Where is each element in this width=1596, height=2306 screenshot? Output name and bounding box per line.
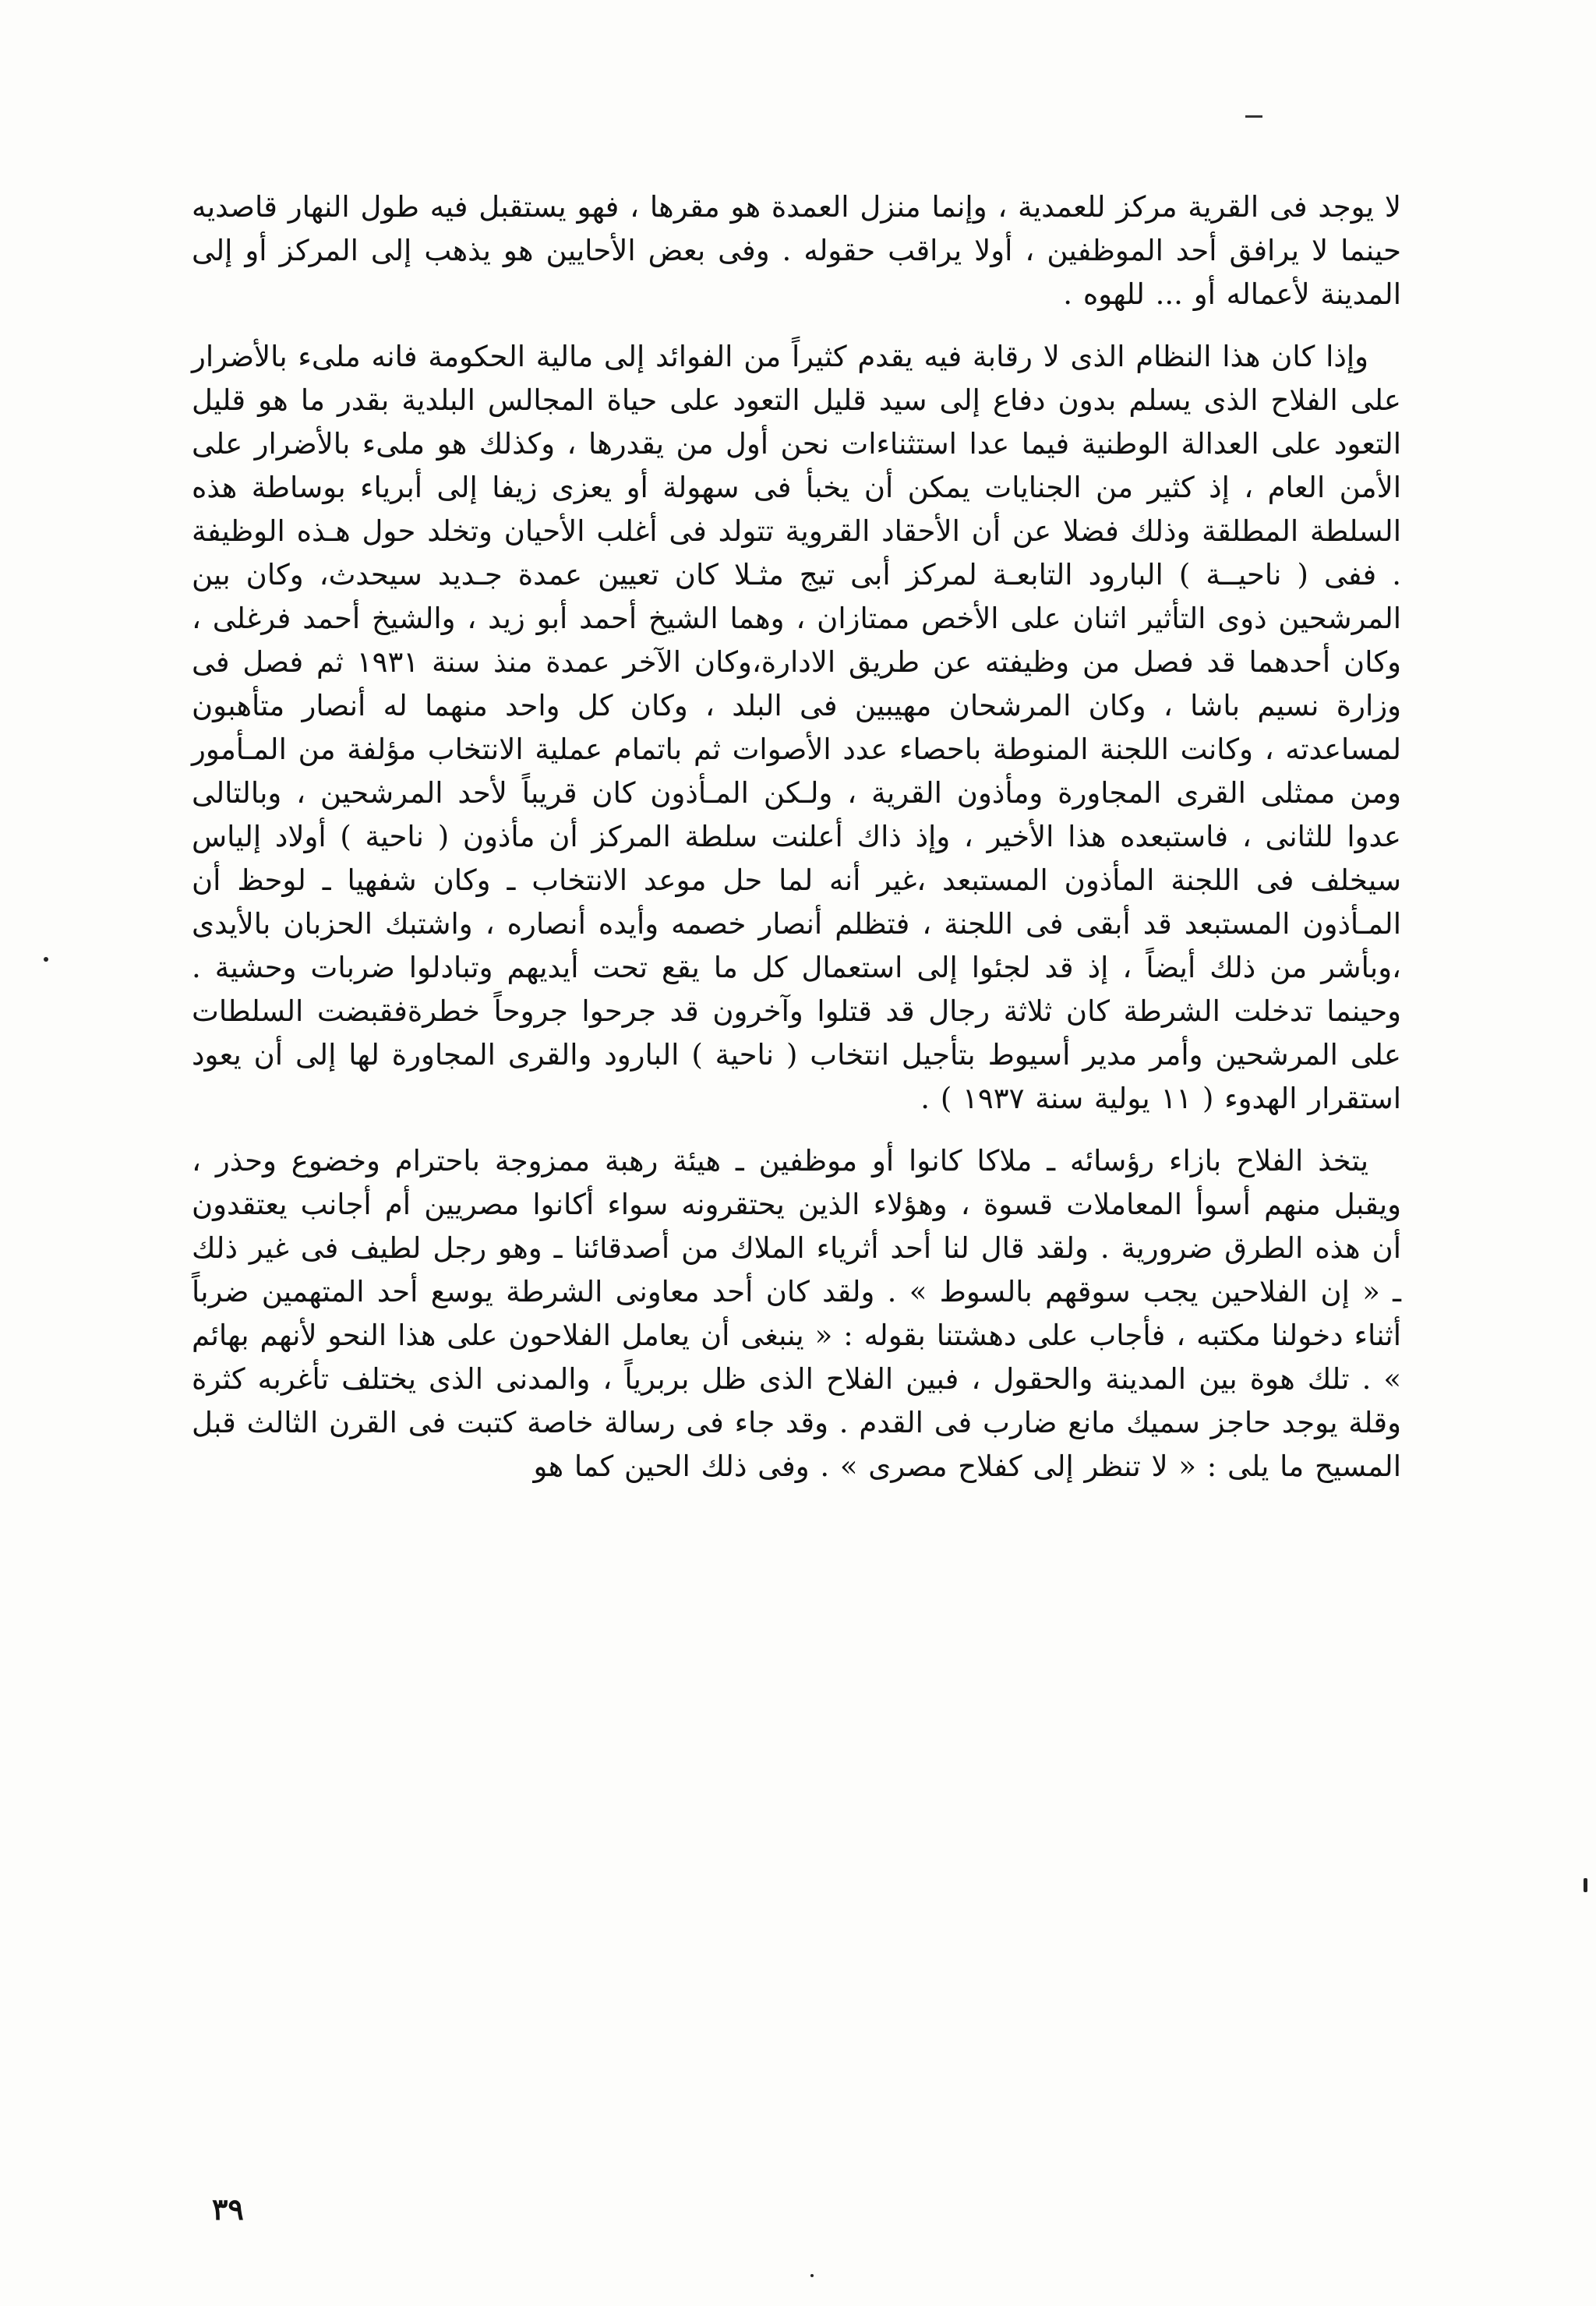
- body-text: [192, 185, 1401, 1488]
- scan-speck: [810, 2274, 814, 2277]
- scan-speck: [1584, 1878, 1587, 1892]
- paragraph-1: لا يوجد فى القرية مركز للعمدية ، وإنما منزل العمدة هو مقرها ، فهو يستقبل فيه طول النهار قاصديه حينما لا يرافق أحد الموظفين ، أولا يراقب حقوله . وفى بعض الأحايين هو يذهب إلى المركز أو إلى المدينة لأعماله أو ... للهوه .: [192, 190, 1401, 311]
- page-number: ٣٩: [212, 2191, 244, 2227]
- scan-speck: [44, 957, 48, 962]
- top-dash-mark: [1245, 115, 1262, 118]
- paragraph-3: يتخذ الفلاح بازاء رؤسائه ـ ملاكا كانوا أو موظفين ـ هيئة رهبة ممزوجة باحترام وخضوع وحذر ، ويقبل منهم أسوأ المعاملات قسوة ، وهؤلاء الذين يحتقرونه سواء أكانوا مصريين أم أجانب يعتقدون أن هذه الطرق ضرورية . ولقد قال لنا أحد أثرياء الملاك من أصدقائنا ـ وهو رجل لطيف فى غير ذلك ـ « إن الفلاحين يجب سوقهم بالسوط » . ولقد كان أحد معاونى الشرطة يوسع أحد المتهمين ضرباً أثناء دخولنا مكتبه ، فأجاب على دهشتنا بقوله : « ينبغى أن يعامل الفلاحون على هذا النحو لأنهم بهائم » . تلك هوة بين المدينة والحقول ، فبين الفلاح الذى ظل بربرياً ، والمدنى الذى يختلف تأغربه كثرة وقلة يوجد حاجز سميك مانع ضارب فى القدم . وقد جاء فى رسالة خاصة كتبت فى القرن الثالث قبل المسيح ما يلى : « لا تنظر إلى كفلاح مصرى » . وفى ذلك الحين كما هو: [192, 1144, 1402, 1483]
- paragraph-2: وإذا كان هذا النظام الذى لا رقابة فيه يقدم كثيراً من الفوائد إلى مالية الحكومة فانه ملىء بالأضرار على الفلاح الذى يسلم بدون دفاع إلى سيد قليل التعود على حياة المجالس البلدية بقدر ما هو قليل التعود على العدالة الوطنية فيما عدا استثناءات نحن أول من يقدرها ، وكذلك هو ملىء بالأضرار على الأمن العام ، إذ كثير من الجنايات يمكن أن يخبأ فى سهولة أو يعزى زيفا إلى أبرياء بوساطة هذه السلطة المطلقة وذلك فضلا عن أن الأحقاد القروية تتولد فى أغلب الأحيان وتخلد حول هـذه الوظيفة . ففى ( ناحيــة ) البارود التابعـة لمركز أبى تيج مثـلا كان تعيين عمدة جـديد سيحدث، وكان بين المرشحين ذوى التأثير اثنان على الأخص ممتازان ، وهما الشيخ أحمد أبو زيد ، والشيخ أحمد فرغلى ، وكان أحدهما قد فصل من وظيفته عن طريق الادارة،وكان الآخر عمدة منذ سنة ١٩٣١ ثم فصل فى وزارة نسيم باشا ، وكان المرشحان مهيبين فى البلد ، وكان كل واحد منهما له أنصار متأهبون لمساعدته ، وكانت اللجنة المنوطة باحصاء عدد الأصوات ثم باتمام عملية الانتخاب مؤلفة من المـأمور ومن ممثلى القرى المجاورة ومأذون القرية ، ولـكن المـأذون كان قريباً لأحد المرشحين ، وبالتالى عدوا للثانى ، فاستبعده هذا الأخير ، وإذ ذاك أعلنت سلطة المركز أن مأذون ( ناحية ) أولاد إلياس سيخلف فى اللجنة المأذون المستبعد ،غير أنه لما حل موعد الانتخاب ـ وكان شفهيا ـ لوحظ أن المـأذون المستبعد قد أبقى فى اللجنة ، فتظلم أنصار خصمه وأيده أنصاره ، واشتبك الحزبان بالأيدى ،وبأشر من ذلك أيضاً ، إذ قد لجئوا إلى استعمال كل ما يقع تحت أيديهم وتبادلوا ضربات وحشية . وحينما تدخلت الشرطة كان ثلاثة رجال قد قتلوا وآخرون قد جرحوا جروحاً خطرةفقبضت السلطات على المرشحين وأمر مدير أسيوط بتأجيل انتخاب ( ناحية ) البارود والقرى المجاورة لها إلى أن يعود استقرار الهدوء ( ١١ يولية سنة ١٩٣٧ ) .: [192, 340, 1402, 1115]
